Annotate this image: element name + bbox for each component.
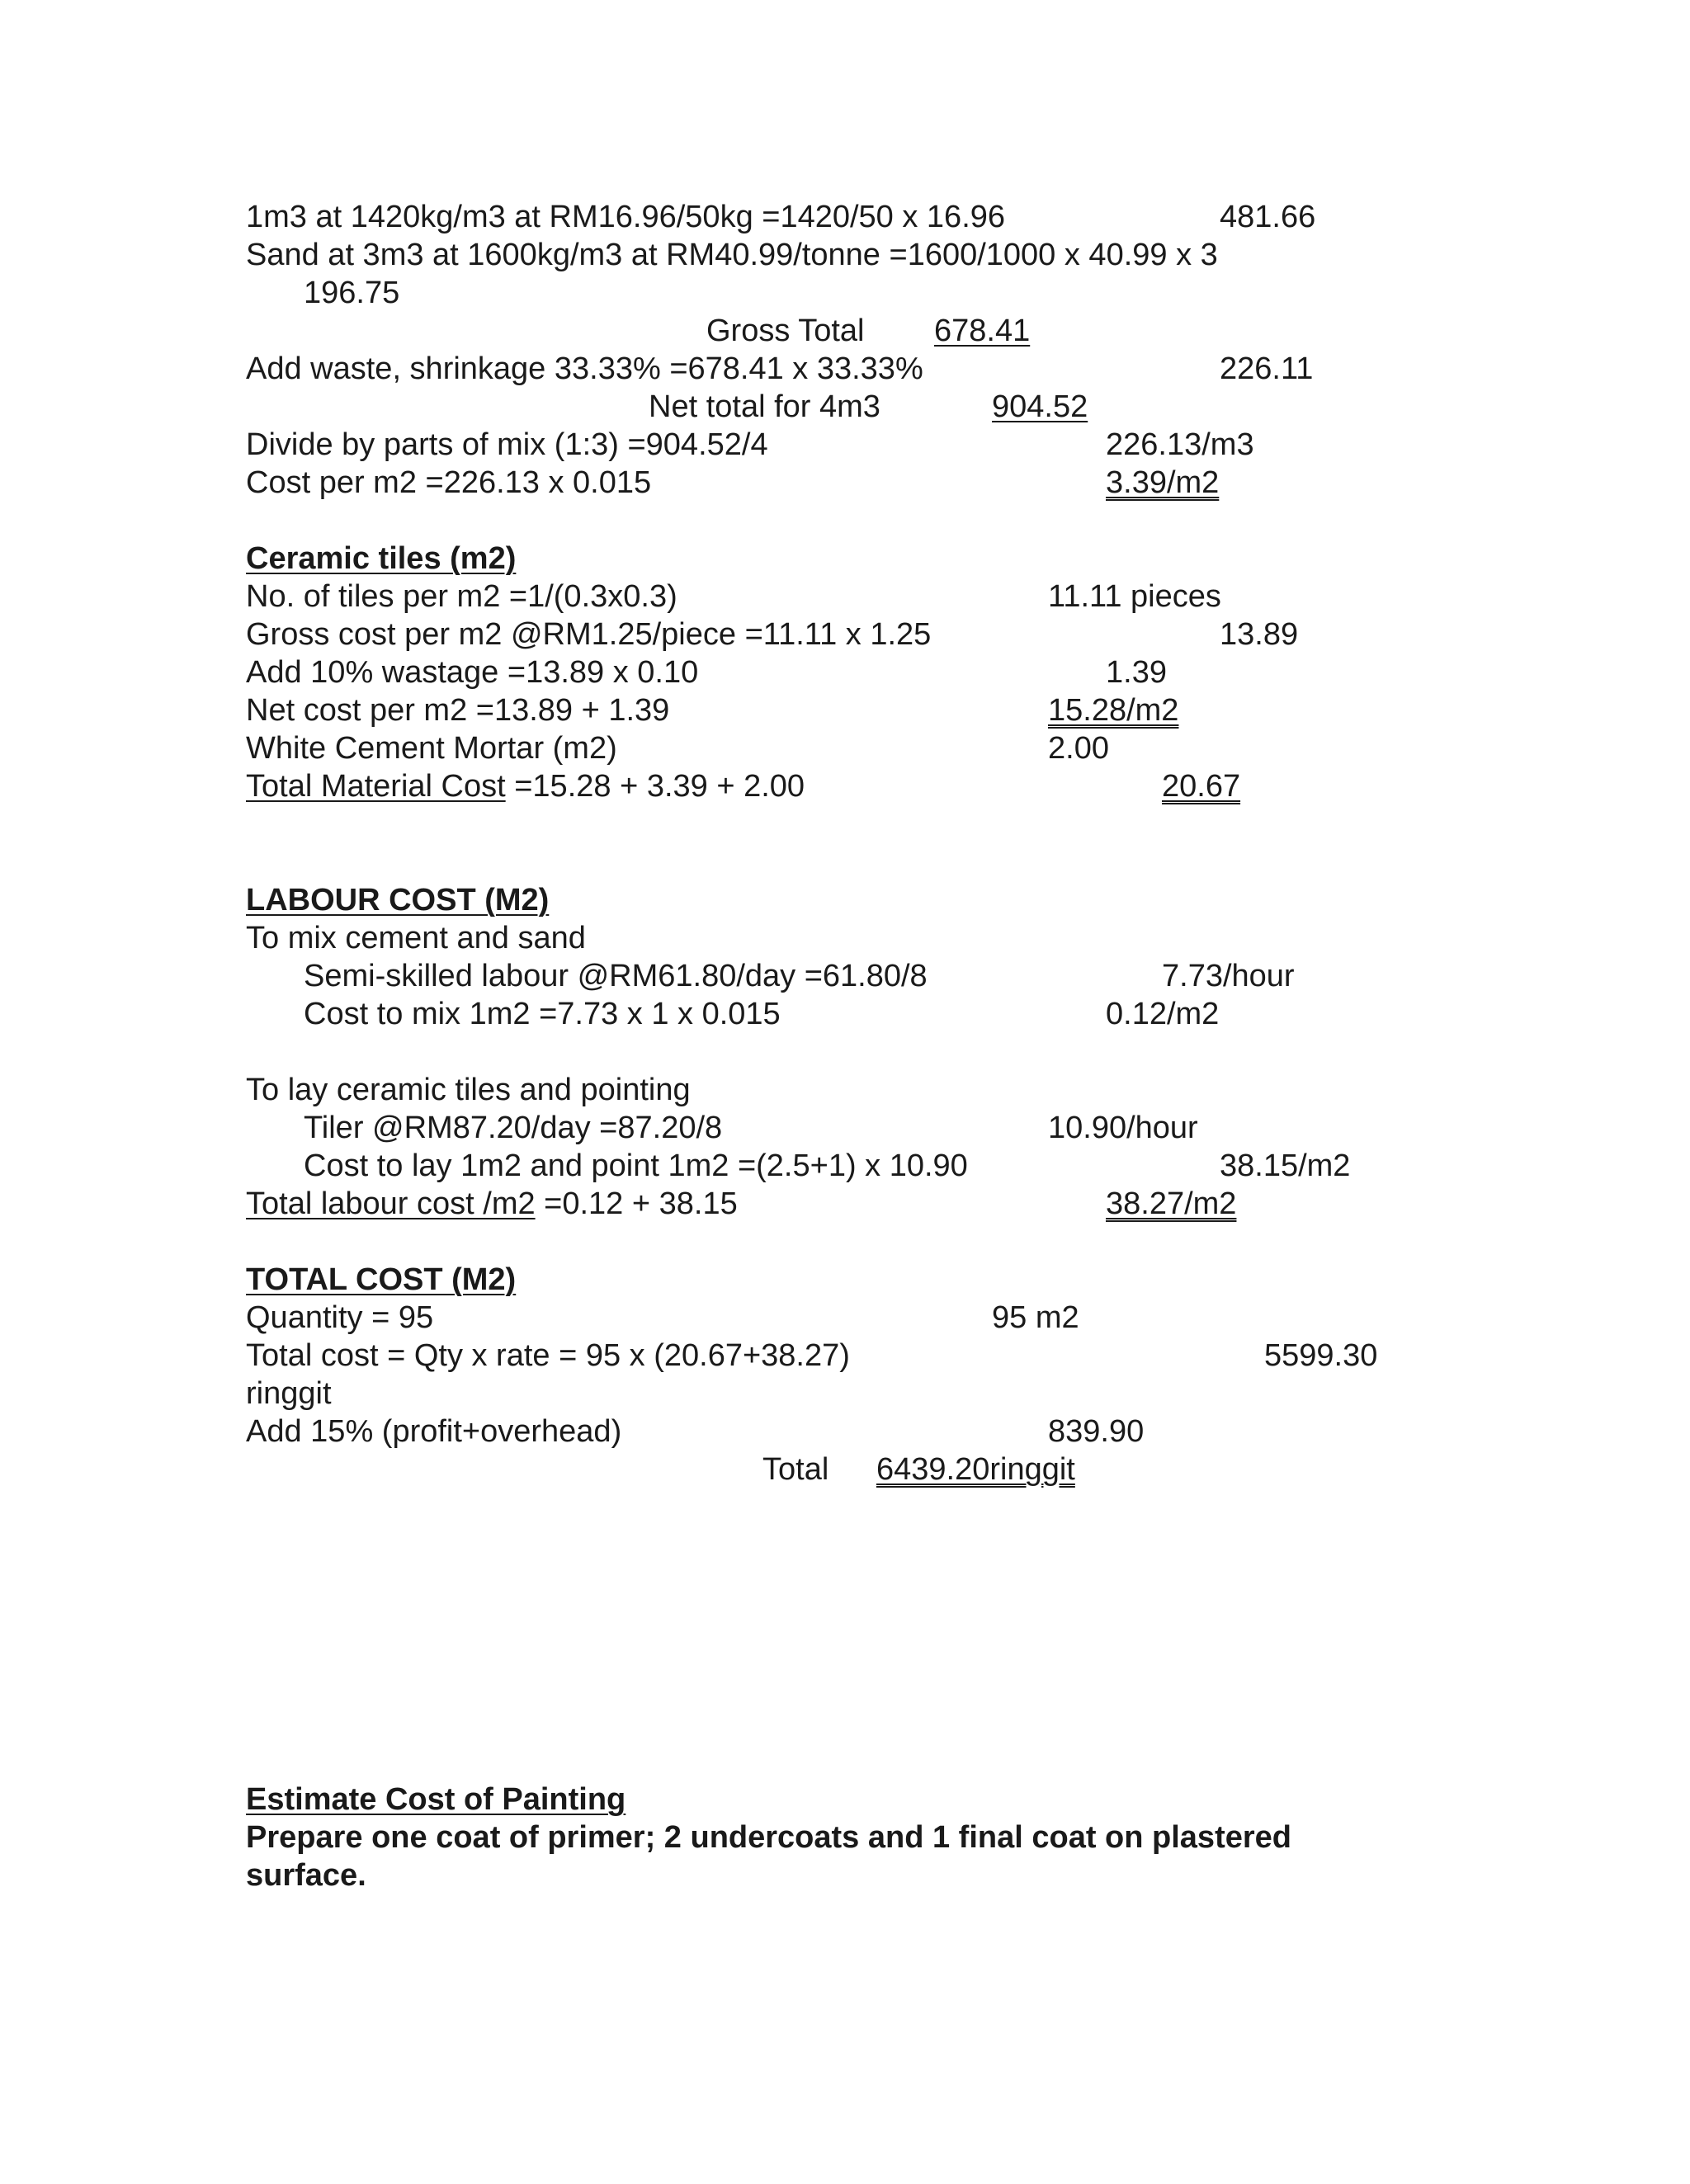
tiler-line: Tiler @RM87.20/day =87.20/8	[304, 1111, 723, 1145]
cost-per-m2-line: Cost per m2 =226.13 x 0.015	[246, 465, 652, 500]
mix-cost-value: 0.12/m2	[1106, 997, 1220, 1031]
total-labour-formula: =0.12 + 38.15	[535, 1186, 738, 1221]
add-profit-value: 839.90	[1048, 1414, 1145, 1449]
quantity-line: Quantity = 95	[246, 1300, 434, 1335]
lay-cost-line: Cost to lay 1m2 and point 1m2 =(2.5+1) x 10.90	[304, 1149, 968, 1183]
divide-value: 226.13/m3	[1106, 427, 1254, 462]
ceramic-heading: Ceramic tiles (m2)	[246, 541, 517, 576]
painting-heading: Estimate Cost of Painting	[246, 1782, 626, 1817]
semi-skilled-line: Semi-skilled labour @RM61.80/day =61.80/8	[304, 959, 928, 993]
total-material-formula: =15.28 + 3.39 + 2.00	[505, 769, 805, 804]
waste-line: Add waste, shrinkage 33.33% =678.41 x 33.33%	[246, 351, 923, 386]
quantity-value: 95 m2	[992, 1300, 1079, 1335]
total-labour-value: 38.27/m2	[1106, 1186, 1237, 1221]
total-material-label: Total Material Cost	[246, 769, 506, 804]
add-profit-line: Add 15% (profit+overhead)	[246, 1414, 622, 1449]
gross-total-value: 678.41	[934, 314, 1031, 348]
painting-desc-line2: surface.	[246, 1858, 366, 1893]
lay-heading: To lay ceramic tiles and pointing	[246, 1073, 691, 1107]
total-material-line	[246, 767, 805, 805]
net-cost-value: 15.28/m2	[1048, 693, 1179, 728]
wastage-value: 1.39	[1106, 655, 1167, 690]
mix-cost-line: Cost to mix 1m2 =7.73 x 1 x 0.015	[304, 997, 781, 1031]
total-material-value: 20.67	[1162, 769, 1241, 804]
total-cost-unit: ringgit	[246, 1376, 332, 1411]
gross-total-label: Gross Total	[706, 314, 865, 348]
cement-value: 481.66	[1220, 200, 1316, 234]
total-cost-line: Total cost = Qty x rate = 95 x (20.67+38.27)	[246, 1338, 850, 1373]
net-cost-line: Net cost per m2 =13.89 + 1.39	[246, 693, 670, 728]
sand-line: Sand at 3m3 at 1600kg/m3 at RM40.99/tonne =1600/1000 x 40.99 x 3	[246, 238, 1218, 272]
tiles-line: No. of tiles per m2 =1/(0.3x0.3)	[246, 579, 677, 614]
tiler-value: 10.90/hour	[1048, 1111, 1198, 1145]
net-total-label: Net total for 4m3	[649, 389, 880, 424]
total-cost-heading: TOTAL COST (M2)	[246, 1262, 517, 1297]
tiles-value: 11.11 pieces	[1048, 579, 1221, 614]
cement-line: 1m3 at 1420kg/m3 at RM16.96/50kg =1420/50 x 16.96	[246, 200, 1006, 234]
mortar-value: 2.00	[1048, 731, 1109, 766]
mortar-line: White Cement Mortar (m2)	[246, 731, 617, 766]
final-total-value: 6439.20ringgit	[876, 1452, 1075, 1487]
total-labour-label: Total labour cost /m2	[246, 1186, 536, 1221]
painting-desc-line1: Prepare one coat of primer; 2 undercoats and 1 final coat on plastered	[246, 1820, 1291, 1855]
semi-skilled-value: 7.73/hour	[1162, 959, 1295, 993]
wastage-line: Add 10% wastage =13.89 x 0.10	[246, 655, 699, 690]
cost-per-m2-value: 3.39/m2	[1106, 465, 1220, 500]
net-total-value: 904.52	[992, 389, 1088, 424]
mix-heading: To mix cement and sand	[246, 921, 586, 955]
total-labour-line	[246, 1185, 738, 1223]
waste-value: 226.11	[1220, 351, 1314, 386]
total-cost-value: 5599.30	[1264, 1338, 1378, 1373]
sand-value: 196.75	[304, 276, 400, 310]
lay-cost-value: 38.15/m2	[1220, 1149, 1351, 1183]
divide-line: Divide by parts of mix (1:3) =904.52/4	[246, 427, 768, 462]
final-total-label: Total	[762, 1452, 829, 1487]
gross-cost-line: Gross cost per m2 @RM1.25/piece =11.11 x 1.25	[246, 617, 932, 652]
labour-heading: LABOUR COST (M2)	[246, 883, 550, 917]
gross-cost-value: 13.89	[1220, 617, 1299, 652]
